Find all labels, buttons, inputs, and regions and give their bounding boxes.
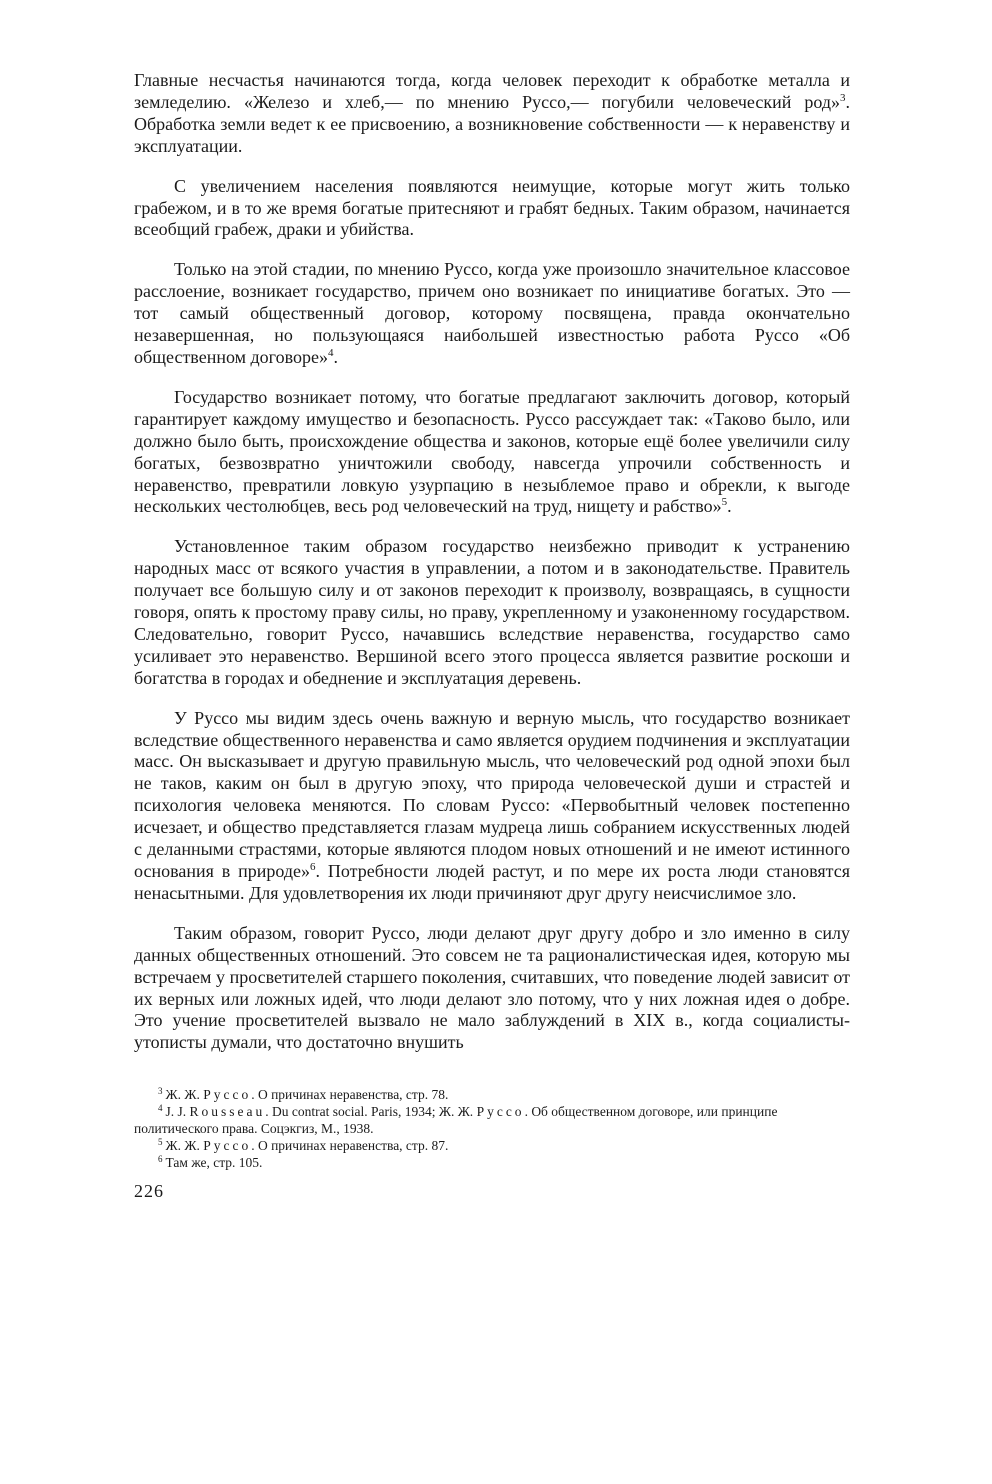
text-run: Только на этой стадии, по мнению Руссо, когда уже произошло значительное классовое расслоение, возникает государство, причем оно возникает по инициативе богатых. Это — тот самый общественный договор, которому посвящена, правда окончательно незавершенная, но пользующаяся наибольшей известностью работа Руссо «Об общественном договоре» <box>134 259 850 367</box>
text-run: . Об общественном договоре, или принципе политического права. Соцэкгиз, М., 1938. <box>134 1104 778 1137</box>
footnote-reference: 4 <box>327 346 334 359</box>
paragraph <box>134 70 850 158</box>
text-run: С увеличением населения появляются неимущие, которые могут жить только грабежом, и в то же время богатые притесняют и грабят бедных. Таким образом, начинается всеобщий грабеж, драки и убийства. <box>134 175 850 240</box>
footnote <box>134 1137 850 1154</box>
footnote-reference: 3 <box>158 1085 163 1096</box>
footnote-reference: 5 <box>721 496 728 509</box>
paragraph <box>134 387 850 518</box>
text-run: Главные несчастья начинаются тогда, когда человек переходит к обработке металла и земледелию. «Железо и хлеб,— по мнению Руссо,— погубили человеческий род» <box>134 70 850 112</box>
text-run: Установленное таким образом государство неизбежно приводит к устранению народных масс от всякого участия в управлении, а потом и в законодательстве. Правитель получает все большую силу и от законов переходит к произволу, возвращаясь, в сущности говоря, опять к простому праву силы, но праву, укрепленному и узаконенному государством. Следовательно, говорит Руссо, начавшись вследствие неравенства, государство само усиливает это неравенство. Вершиной всего этого процесса является развитие роскоши и богатства в городах и обеднение и эксплуатация деревень. <box>134 536 850 688</box>
body-text <box>134 70 850 1054</box>
text-run: . Обработка земли ведет к ее присвоению, а возникновение собственности — к неравенству и эксплуатации. <box>134 91 850 156</box>
footnote-reference: 4 <box>158 1102 163 1113</box>
footnote-reference: 6 <box>158 1153 163 1164</box>
footnote-reference: 3 <box>840 91 846 104</box>
paragraph <box>134 536 850 689</box>
paragraph <box>134 923 850 1054</box>
text-run: . <box>727 496 732 517</box>
text-run: Государство возникает потому, что богатые предлагают заключить договор, который гарантирует каждому имущество и безопасность. Руссо рассуждает так: «Таково было, или должно было быть, происхождение общества и законов, которые ещё более увеличили силу богатых, безвозвратно уничтожили свободу, навсегда упрочили собственность и неравенство, превратили ловкую узурпацию в незыблемое право и обрекли, к выгоде нескольких честолюбцев, весь род человеческий на труд, нищету и рабство» <box>134 386 850 517</box>
footnote-reference: 6 <box>310 861 316 873</box>
paragraph <box>134 176 850 242</box>
paragraph <box>134 259 850 369</box>
text-run: J. J. <box>165 1104 190 1120</box>
text-run: . О причинах неравенства, стр. 87. <box>251 1138 449 1154</box>
footnote <box>134 1103 850 1137</box>
text-run: . <box>333 346 338 367</box>
text-run: Таким образом, говорит Руссо, люди делают друг другу добро и зло именно в силу данных общественных отношений. Это совсем не та рационалистическая идея, которую мы встречаем у просветителей старшего поколения, считавших, что поведение людей зависит от их верных или ложных идей, что люди делают зло потому, что у них ложная идея о добре. Это учение просветителей вызвало не мало заблуждений в XIX в., когда социалисты-утописты думали, что достаточно внушить <box>134 922 850 1053</box>
text-run: Там же, стр. 105. <box>165 1155 263 1171</box>
text-run: Ж. Ж. <box>165 1138 204 1154</box>
author-name: Руссо <box>203 1138 252 1154</box>
footnotes <box>134 1086 850 1171</box>
book-page <box>134 70 850 1202</box>
footnote <box>134 1154 850 1171</box>
footnote-reference: 5 <box>158 1136 163 1147</box>
text-run: . О причинах неравенства, стр. 78. <box>251 1087 449 1103</box>
author-name: Руссо <box>476 1104 525 1120</box>
author-name: Rousseau <box>189 1104 266 1120</box>
author-name: Руссо <box>203 1087 252 1103</box>
text-run: . Потребности людей растут, и по мере их роста люди становятся ненасытными. Для удовлетворения их люди причиняют друг другу неисчислимое зло. <box>134 861 850 903</box>
text-run: Ж. Ж. <box>165 1087 204 1103</box>
page-number: 226 <box>134 1181 164 1202</box>
footnote <box>134 1086 850 1103</box>
paragraph <box>134 708 850 905</box>
text-run: . Du contrat social. Paris, 1934; Ж. Ж. <box>265 1104 477 1120</box>
text-run: У Руссо мы видим здесь очень важную и верную мысль, что государство возникает вследствие общественного неравенства и само является орудием подчинения и эксплуатации масс. Он высказывает и другую правильную мысль, что человеческий род одной эпохи был не таков, каким он был в другую эпоху, что природа человеческой души и страстей и психология человека меняются. По словам Руссо: «Первобытный человек постепенно исчезает, и общество представляется глазам мудреца лишь собранием искусственных людей с деланными страстями, которые являются плодом новых отношений и не имеют истинного основания в природе» <box>134 707 850 881</box>
